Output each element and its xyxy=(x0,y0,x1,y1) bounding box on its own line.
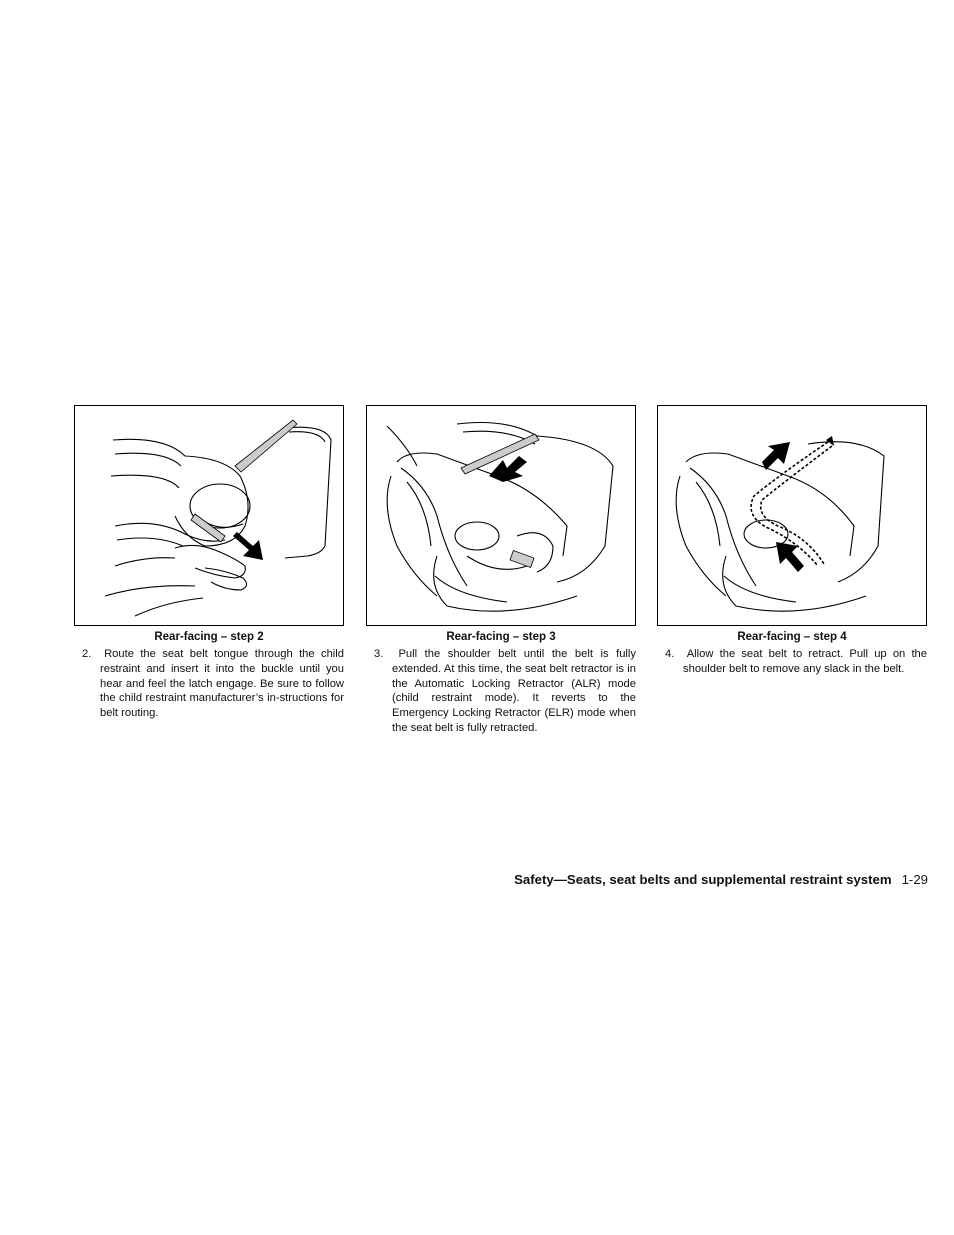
footer-section-title: Safety—Seats, seat belts and supplemental restraint system xyxy=(514,872,892,887)
instruction-step-2 xyxy=(74,647,344,721)
shoulder-belt-extend-illustration xyxy=(367,406,635,625)
figure-rear-facing-step-4 xyxy=(657,405,927,626)
step-4-column xyxy=(657,405,927,677)
caption-step-4: Rear-facing – step 4 xyxy=(737,631,847,643)
instruction-step-3 xyxy=(366,647,636,736)
step-number: 2. xyxy=(82,648,92,660)
step-text: Pull the shoulder belt until the belt is fully extended. At this time, the seat belt retractor is in the Automatic Locking Retractor (ALR) mode (child restraint mode). It reverts to the Emergency Locking Retractor (ELR) mode when the seat belt is fully retracted. xyxy=(392,648,636,734)
page-footer xyxy=(514,872,928,887)
instruction-step-4 xyxy=(657,647,927,677)
page-number: 1-29 xyxy=(901,872,928,887)
step-2-column xyxy=(74,405,344,721)
step-number: 3. xyxy=(374,648,384,660)
step-number: 4. xyxy=(665,648,675,660)
caption-step-2: Rear-facing – step 2 xyxy=(154,631,264,643)
figure-rear-facing-step-2 xyxy=(74,405,344,626)
step-text: Route the seat belt tongue through the child restraint and insert it into the buckle until you hear and feel the latch engage. Be sure to follow the child restraint manufacturer’s in-structions for belt routing. xyxy=(100,648,344,720)
seat-belt-routing-illustration xyxy=(75,406,343,625)
caption-step-3: Rear-facing – step 3 xyxy=(446,631,556,643)
step-3-column xyxy=(366,405,636,736)
step-text: Allow the seat belt to retract. Pull up on the shoulder belt to remove any slack in the belt. xyxy=(683,648,927,675)
belt-retract-illustration xyxy=(658,406,926,625)
figure-rear-facing-step-3 xyxy=(366,405,636,626)
